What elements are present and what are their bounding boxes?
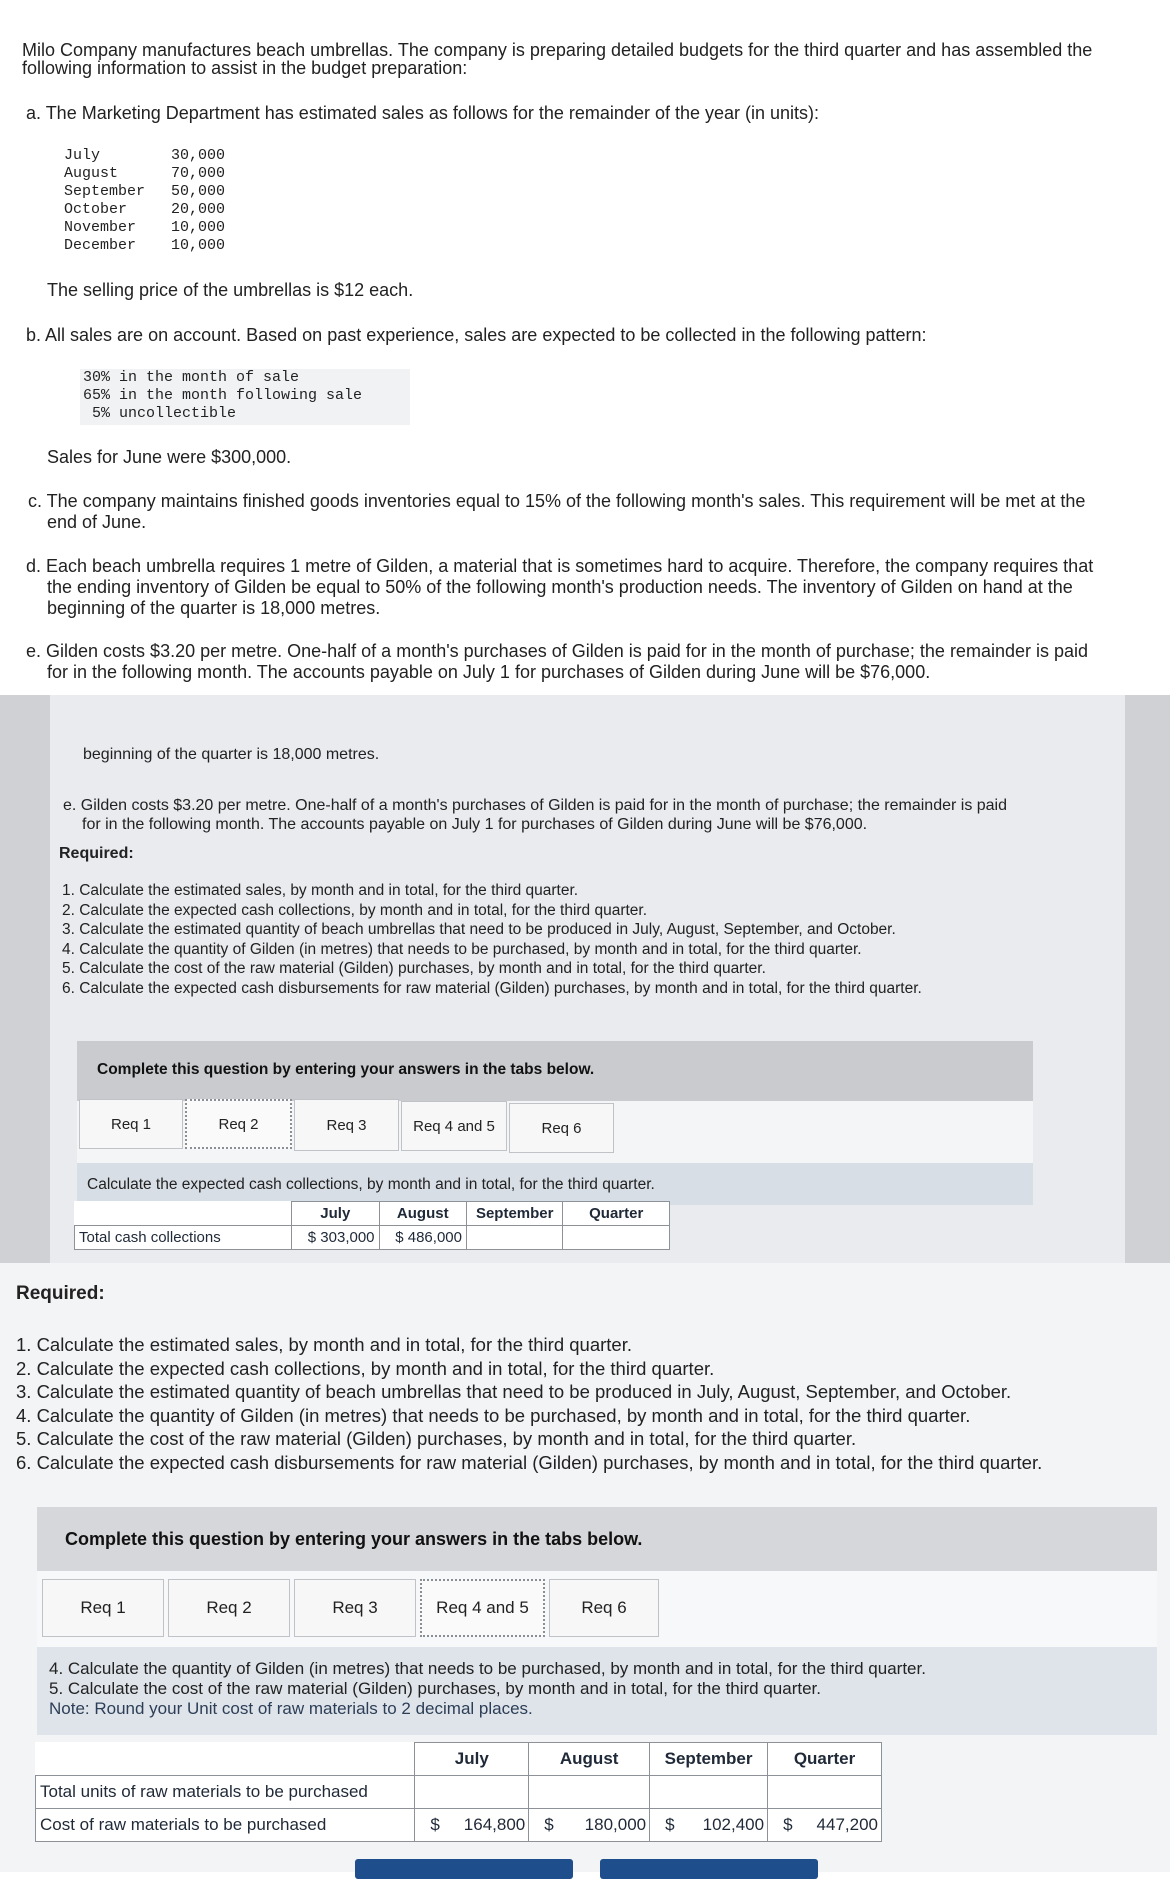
tab-req-4-and-5[interactable]: Req 4 and 5 xyxy=(401,1101,507,1151)
quarter-units-input[interactable] xyxy=(768,1776,882,1809)
intro-line-2: following information to assist in the budget preparation: xyxy=(22,58,468,78)
instruction-bar-2 xyxy=(37,1647,1157,1735)
currency-symbol: $ xyxy=(544,1815,554,1834)
item-d-line-2: the ending inventory of Gilden be equal to 50% of the following month's production needs. The inventory of Gilden on hand at the xyxy=(47,577,1073,597)
item-b-text: b. All sales are on account. Based on past experience, sales are expected to be collected in the following pattern: xyxy=(26,325,927,345)
august-cost-input[interactable] xyxy=(529,1809,650,1842)
corner-cell xyxy=(75,1202,292,1226)
corner-cell xyxy=(36,1743,415,1776)
july-cash-input[interactable]: $ 303,000 xyxy=(292,1226,379,1250)
september-units-input[interactable] xyxy=(650,1776,768,1809)
required-item: 3. Calculate the estimated quantity of beach umbrellas that need to be produced in July, August, September, and October. xyxy=(16,1381,1012,1402)
required-item: 2. Calculate the expected cash collections, by month and in total, for the third quarter. xyxy=(16,1357,715,1379)
item-c-line-1: c. The company maintains finished goods inventories equal to 15% of the following month's sales. This requirement will be met at the xyxy=(28,491,1086,511)
row-label-cost-purchased: Cost of raw materials to be purchased xyxy=(36,1809,415,1842)
item-d-line-1: d. Each beach umbrella requires 1 metre of Gilden, a material that is sometimes hard to acquire. Therefore, the company requires that xyxy=(26,556,1094,576)
col-july: July xyxy=(415,1743,529,1776)
tab-req-1[interactable]: Req 1 xyxy=(79,1099,183,1149)
required-item: 3. Calculate the estimated quantity of beach umbrellas that need to be produced in July, August, September, and October. xyxy=(62,921,896,938)
req45-instructions xyxy=(49,1659,926,1719)
quarter-cash-input[interactable] xyxy=(563,1226,670,1250)
tab-req-4-and-5[interactable]: Req 4 and 5 xyxy=(420,1579,545,1637)
sales-month: September xyxy=(64,183,146,200)
required-item: 4. Calculate the quantity of Gilden (in metres) that needs to be purchased, by month and in total, for the third quarter. xyxy=(62,940,862,958)
raw-materials-table xyxy=(35,1742,882,1842)
req2-panel xyxy=(50,695,1125,1263)
required-item: 2. Calculate the expected cash collections, by month and in total, for the third quarter. xyxy=(62,901,648,919)
sales-month: August xyxy=(64,165,119,182)
required-item: 4. Calculate the quantity of Gilden (in metres) that needs to be purchased, by month and in total, for the third quarter. xyxy=(16,1404,971,1426)
complete-banner xyxy=(77,1041,1033,1101)
selling-price: The selling price of the umbrellas is $12 each. xyxy=(47,280,414,300)
item-e-line-2-repeat: for in the following month. The accounts payable on July 1 for purchases of Gilden during June will be $76,000. xyxy=(82,816,868,833)
required-item: 5. Calculate the cost of the raw material (Gilden) purchases, by month and in total, for the third quarter. xyxy=(62,960,766,977)
item-c-line-2: end of June. xyxy=(47,512,147,532)
row-label-total-cash-collections: Total cash collections xyxy=(75,1226,292,1250)
september-cost-value: 102,400 xyxy=(702,1815,765,1834)
tab-req-3[interactable]: Req 3 xyxy=(294,1579,416,1637)
collection-pattern-line: 30% in the month of sale xyxy=(83,369,300,386)
required-list xyxy=(62,881,922,998)
collection-pattern-box xyxy=(80,369,410,425)
required-item: 6. Calculate the expected cash disbursements for raw material (Gilden) purchases, by month and in total, for the third quarter. xyxy=(16,1451,1043,1473)
collection-pattern-line: 65% in the month following sale xyxy=(83,387,363,404)
complete-banner-text: Complete this question by entering your answers in the tabs below. xyxy=(97,1061,595,1078)
complete-banner-text: Complete this question by entering your answers in the tabs below. xyxy=(65,1529,643,1549)
august-cost-value: 180,000 xyxy=(584,1815,647,1834)
tab-req-1[interactable]: Req 1 xyxy=(42,1579,164,1637)
collection-pattern-line: 5% uncollectible xyxy=(83,405,237,422)
required-title: Required: xyxy=(59,845,134,862)
col-quarter: Quarter xyxy=(768,1743,882,1776)
tab-req-6[interactable]: Req 6 xyxy=(549,1579,659,1637)
item-d-line-3: beginning of the quarter is 18,000 metres. xyxy=(47,598,381,618)
september-cash-input[interactable] xyxy=(466,1226,562,1250)
col-august: August xyxy=(379,1202,466,1226)
sales-units: 50,000 xyxy=(171,183,226,200)
sales-units: 70,000 xyxy=(171,165,226,182)
screenshot-req4-5 xyxy=(0,1263,1170,1872)
cash-collections-table xyxy=(74,1201,670,1250)
sales-month: December xyxy=(64,237,137,254)
july-cost-value: 164,800 xyxy=(463,1815,526,1834)
item-e-line-2: for in the following month. The accounts payable on July 1 for purchases of Gilden during June will be $76,000. xyxy=(47,662,931,682)
august-cash-input[interactable]: $ 486,000 xyxy=(379,1226,466,1250)
sales-units: 10,000 xyxy=(171,219,226,236)
currency-symbol: $ xyxy=(430,1815,440,1834)
sales-month: November xyxy=(64,219,137,236)
round-note: Note: Round your Unit cost of raw materials to 2 decimal places. xyxy=(49,1699,533,1718)
required-item: 1. Calculate the estimated sales, by month and in total, for the third quarter. xyxy=(16,1334,632,1355)
july-units-input[interactable] xyxy=(415,1776,529,1809)
required-item: 1. Calculate the estimated sales, by month and in total, for the third quarter. xyxy=(62,882,579,899)
col-september: September xyxy=(650,1743,768,1776)
row-label-units-purchased: Total units of raw materials to be purchased xyxy=(36,1776,415,1809)
item-d-line-3-repeat: beginning of the quarter is 18,000 metres. xyxy=(83,746,380,763)
required-title-2: Required: xyxy=(16,1283,105,1304)
req2-instruction: Calculate the expected cash collections, by month and in total, for the third quarter. xyxy=(87,1176,655,1193)
req45-instruction: 5. Calculate the cost of the raw material (Gilden) purchases, by month and in total, for the third quarter. xyxy=(49,1679,822,1698)
item-e-line-1: e. Gilden costs $3.20 per metre. One-half of a month's purchases of Gilden is paid for in the month of purchase; the remainder is paid xyxy=(26,641,1089,661)
quarter-cost-input[interactable] xyxy=(768,1809,882,1842)
september-cost-input[interactable] xyxy=(650,1809,768,1842)
screenshot-req2 xyxy=(0,695,1170,1263)
tab-req-2[interactable]: Req 2 xyxy=(185,1099,292,1149)
sales-units: 30,000 xyxy=(171,147,226,164)
req45-instruction: 4. Calculate the quantity of Gilden (in metres) that needs to be purchased, by month and in total, for the third quarter. xyxy=(49,1659,926,1678)
prev-button[interactable] xyxy=(355,1859,573,1879)
currency-symbol: $ xyxy=(665,1815,675,1834)
tab-req-6[interactable]: Req 6 xyxy=(509,1103,614,1153)
tab-req-3[interactable]: Req 3 xyxy=(294,1099,399,1151)
next-button[interactable] xyxy=(600,1859,818,1879)
intro-line-1: Milo Company manufactures beach umbrellas. The company is preparing detailed budgets for the third quarter and has assembled the xyxy=(22,40,1093,60)
sales-month: July xyxy=(64,147,101,164)
instruction-bar xyxy=(77,1163,1033,1205)
sales-units: 20,000 xyxy=(171,201,226,218)
required-list-2 xyxy=(16,1333,1042,1474)
june-sales: Sales for June were $300,000. xyxy=(47,447,292,467)
currency-symbol: $ xyxy=(783,1815,793,1834)
sales-month: October xyxy=(64,201,128,218)
quarter-cost-value: 447,200 xyxy=(816,1815,878,1834)
col-august: August xyxy=(529,1743,650,1776)
problem-statement xyxy=(0,0,1170,700)
sales-units: 10,000 xyxy=(171,237,226,254)
required-item: 5. Calculate the cost of the raw material (Gilden) purchases, by month and in total, for the third quarter. xyxy=(16,1428,857,1449)
july-cost-input[interactable] xyxy=(415,1809,529,1842)
tab-req-2[interactable]: Req 2 xyxy=(168,1579,290,1637)
col-july: July xyxy=(292,1202,379,1226)
item-a-text: a. The Marketing Department has estimated sales as follows for the remainder of the year (in units): xyxy=(26,103,820,123)
col-september: September xyxy=(466,1202,562,1226)
august-units-input[interactable] xyxy=(529,1776,650,1809)
col-quarter: Quarter xyxy=(563,1202,670,1226)
item-e-line-1-repeat: e. Gilden costs $3.20 per metre. One-half of a month's purchases of Gilden is paid for in the month of purchase; the remainder is paid xyxy=(63,797,1008,814)
complete-banner-2 xyxy=(37,1507,1157,1571)
required-item: 6. Calculate the expected cash disbursements for raw material (Gilden) purchases, by month and in total, for the third quarter. xyxy=(62,979,922,997)
